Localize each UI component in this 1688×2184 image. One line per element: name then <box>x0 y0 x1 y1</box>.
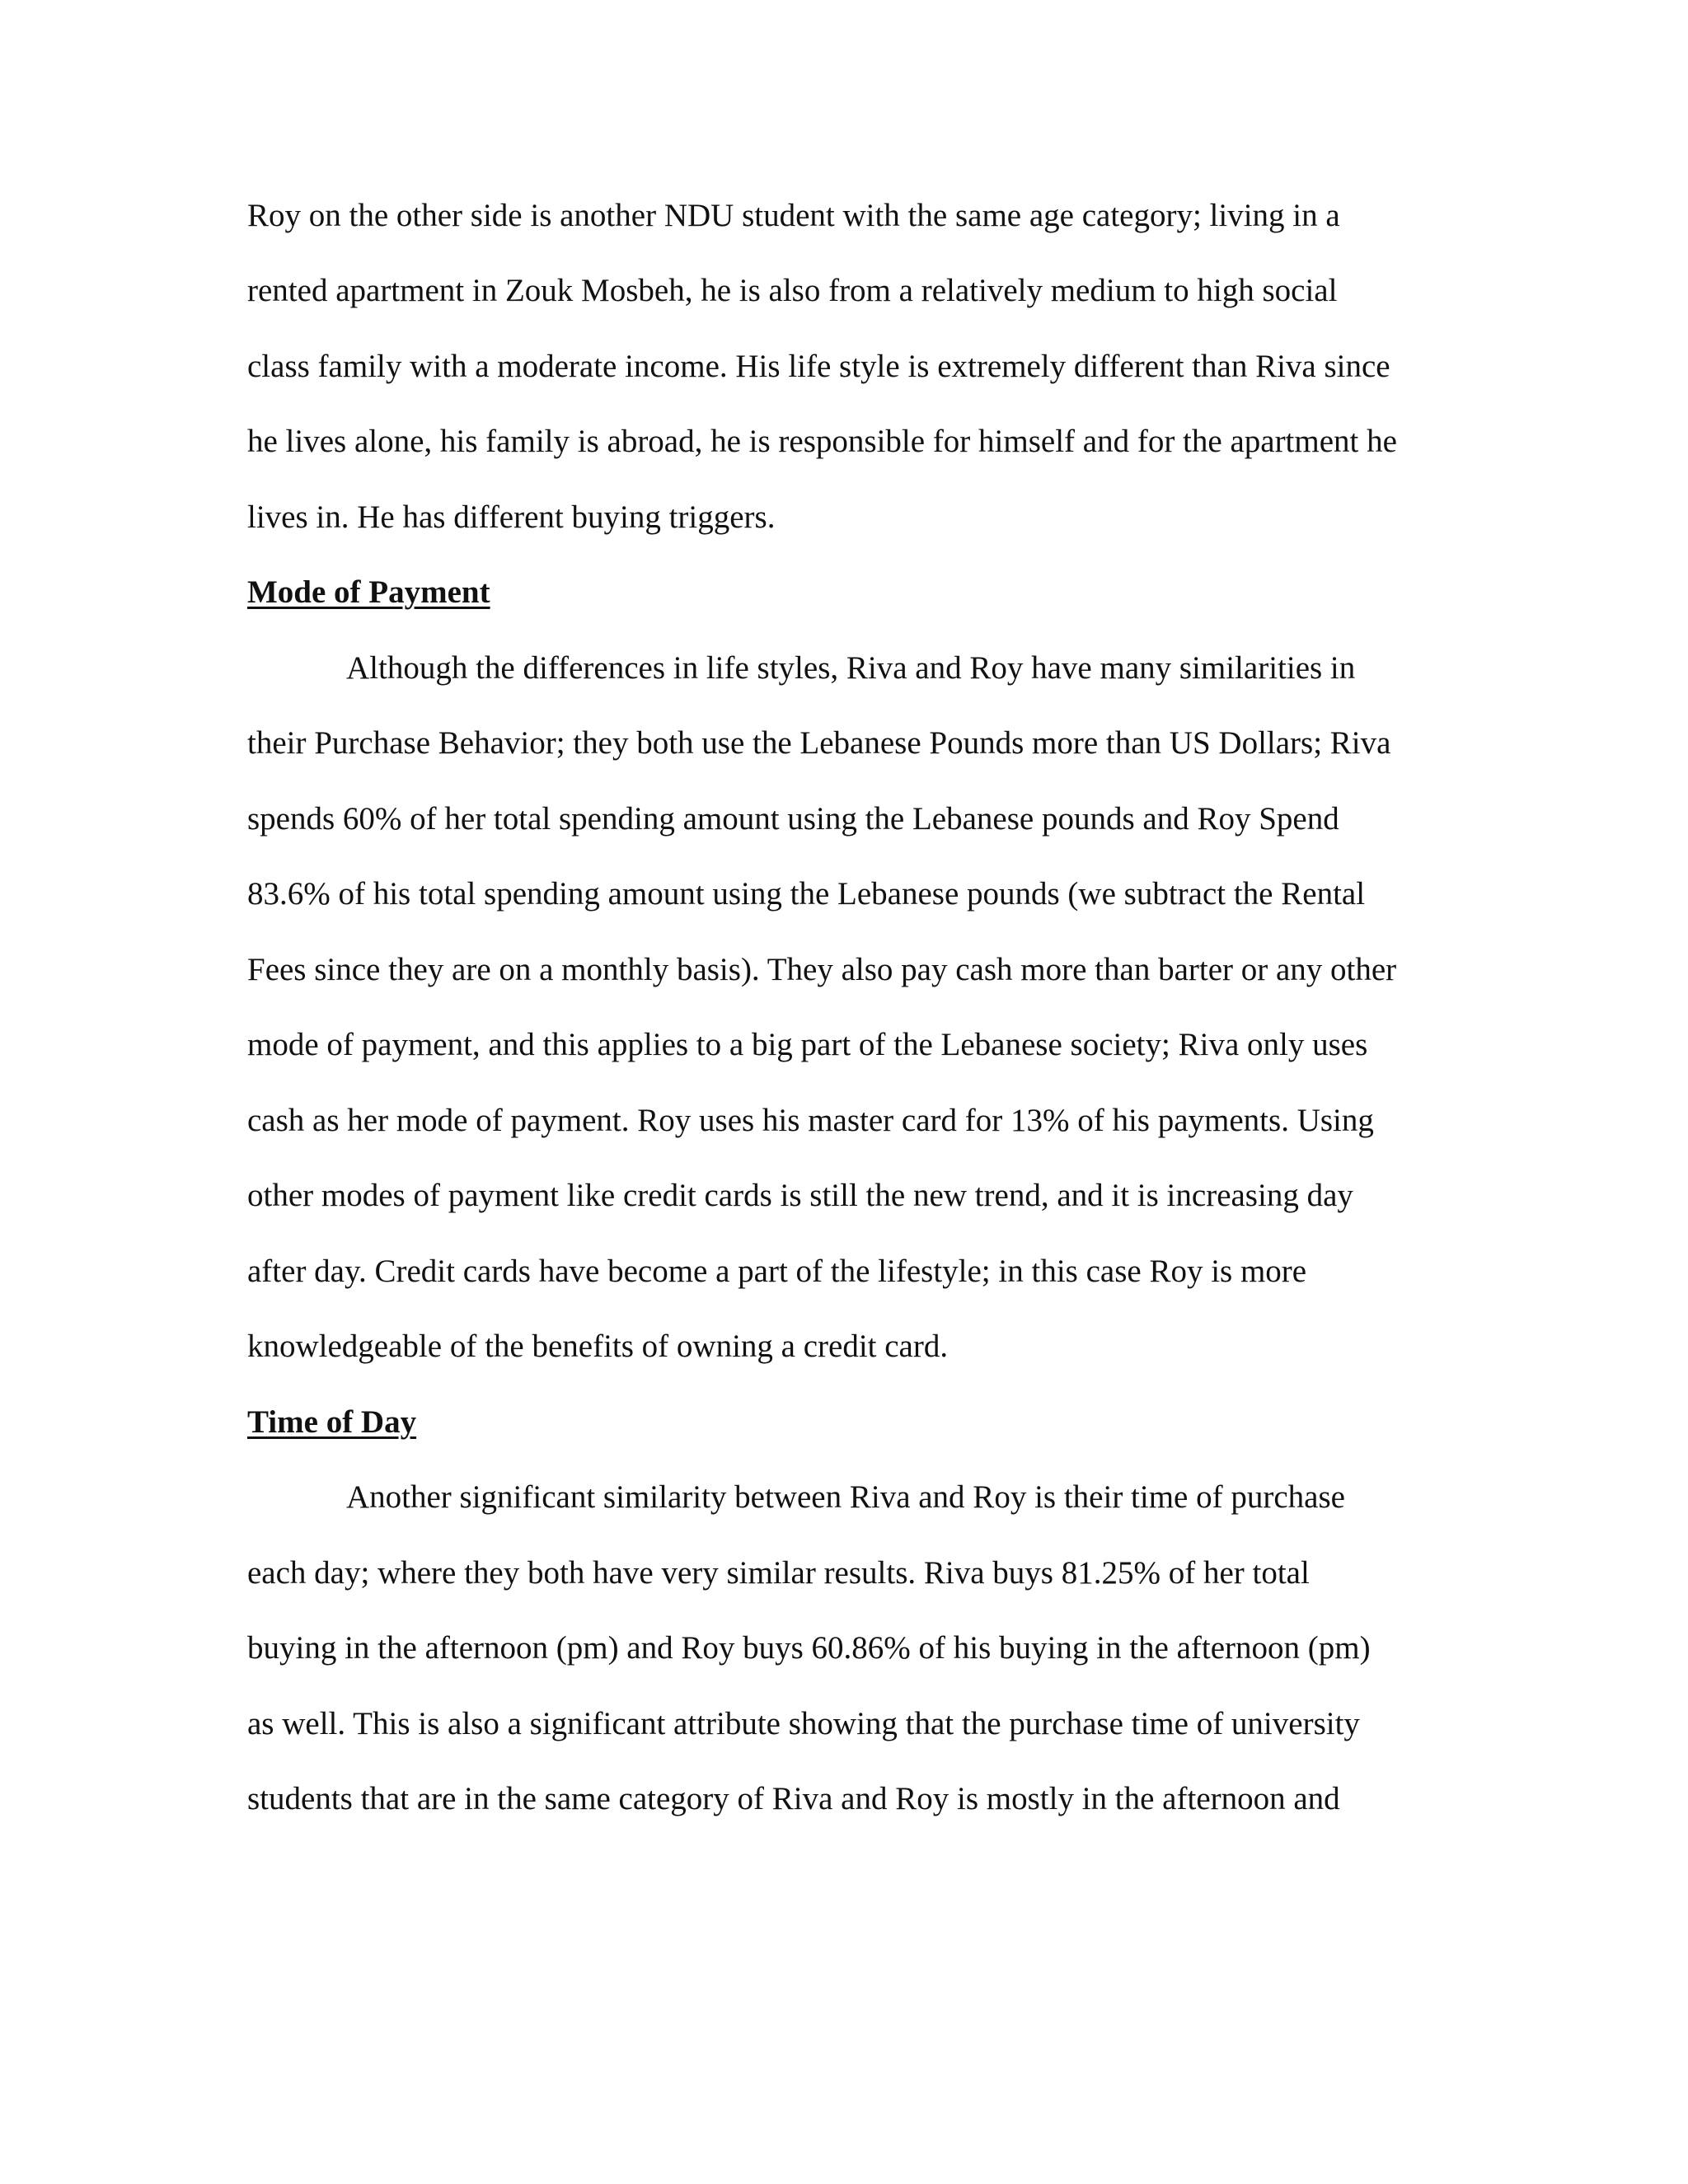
paragraph-line: their Purchase Behavior; they both use the Lebanese Pounds more than US Dollars; Riva <box>247 725 1391 761</box>
paragraph-line: each day; where they both have very similar results. Riva buys 81.25% of her total <box>247 1555 1310 1591</box>
section-heading-time-of-day: Time of Day <box>247 1404 417 1440</box>
paragraph-line: students that are in the same category of Riva and Roy is mostly in the afternoon and <box>247 1781 1340 1816</box>
paragraph-line: buying in the afternoon (pm) and Roy buys 60.86% of his buying in the afternoon (pm) <box>247 1630 1371 1666</box>
paragraph-line: other modes of payment like credit cards is still the new trend, and it is increasing day <box>247 1178 1353 1213</box>
paragraph-line: 83.6% of his total spending amount using the Lebanese pounds (we subtract the Rental <box>247 876 1366 912</box>
paragraph-line: he lives alone, his family is abroad, he is responsible for himself and for the apartment he <box>247 424 1397 459</box>
paragraph-line: Although the differences in life styles, Riva and Roy have many similarities in <box>346 650 1356 686</box>
paragraph-line: as well. This is also a significant attribute showing that the purchase time of university <box>247 1706 1360 1741</box>
paragraph-line: mode of payment, and this applies to a big part of the Lebanese society; Riva only uses <box>247 1027 1368 1062</box>
paragraph-line: Fees since they are on a monthly basis). They also pay cash more than barter or any other <box>247 952 1397 987</box>
paragraph-line: cash as her mode of payment. Roy uses his master card for 13% of his payments. Using <box>247 1103 1374 1138</box>
paragraph-line: Another significant similarity between Riva and Roy is their time of purchase <box>346 1479 1345 1515</box>
section-heading-mode-of-payment: Mode of Payment <box>247 574 490 610</box>
paragraph-line: knowledgeable of the benefits of owning a credit card. <box>247 1329 949 1364</box>
paragraph-line: Roy on the other side is another NDU student with the same age category; living in a <box>247 198 1340 233</box>
paragraph-line: spends 60% of her total spending amount using the Lebanese pounds and Roy Spend <box>247 801 1339 837</box>
paragraph-line: rented apartment in Zouk Mosbeh, he is also from a relatively medium to high social <box>247 273 1338 308</box>
paragraph-line: after day. Credit cards have become a part of the lifestyle; in this case Roy is more <box>247 1254 1307 1289</box>
paragraph-line: class family with a moderate income. His life style is extremely different than Riva since <box>247 349 1390 384</box>
paragraph-line: lives in. He has different buying triggers. <box>247 499 776 535</box>
